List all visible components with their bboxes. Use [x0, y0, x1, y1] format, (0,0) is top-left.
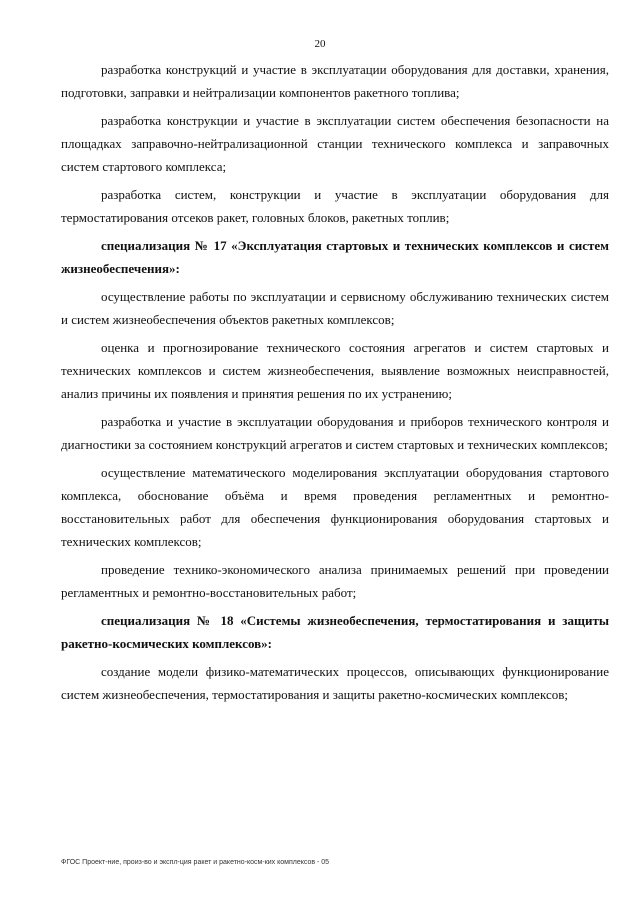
paragraph: разработка конструкции и участие в эксплуатации систем обеспечения безопасности на площадках заправочно-нейтрализационной станции технического комплекса и заправочных систем стартового комплекса;: [61, 113, 609, 174]
page-footer: ФГОС Проект-ние, произ-во и экспл-ция ракет и ракетно-косм-ких комплексов - 05: [61, 859, 330, 866]
paragraph: проведение технико-экономического анализа принимаемых решений при проведении регламентных и ремонтно-восстановительных работ;: [61, 562, 609, 600]
specialization-heading: специализация № 17 «Эксплуатация стартовых и технических комплексов и систем жизнеобеспечения»:: [61, 238, 609, 276]
document-body: [61, 58, 609, 711]
paragraph: разработка и участие в эксплуатации оборудования и приборов технического контроля и диагностики за состоянием конструкций агрегатов и систем стартовых и технических комплексов;: [61, 414, 609, 452]
paragraph: разработка конструкций и участие в эксплуатации оборудования для доставки, хранения, подготовки, заправки и нейтрализации компонентов ракетного топлива;: [61, 62, 609, 100]
specialization-heading: специализация № 18 «Системы жизнеобеспечения, термостатирования и защиты ракетно-космических комплексов»:: [61, 613, 609, 651]
paragraph: оценка и прогнозирование технического состояния агрегатов и систем стартовых и технических комплексов и систем жизнеобеспечения, выявление возможных неисправностей, анализ причины их появления и принятия решения по их устранению;: [61, 340, 609, 401]
paragraph: осуществление работы по эксплуатации и сервисному обслуживанию технических систем и систем жизнеобеспечения объектов ракетных комплексов;: [61, 289, 609, 327]
paragraph: осуществление математического моделирования эксплуатации оборудования стартового комплекса, обоснование объёма и время проведения регламентных и ремонтно-восстановительных работ для обеспечения функционирования оборудования стартовых и технических комплексов;: [61, 465, 609, 549]
page-number: 20: [314, 38, 326, 50]
paragraph: создание модели физико-математических процессов, описывающих функционирование систем жизнеобеспечения, термостатирования и защиты ракетно-космических комплексов;: [61, 664, 609, 702]
paragraph: разработка систем, конструкции и участие в эксплуатации оборудования для термостатирования отсеков ракет, головных блоков, ракетных топлив;: [61, 187, 609, 225]
